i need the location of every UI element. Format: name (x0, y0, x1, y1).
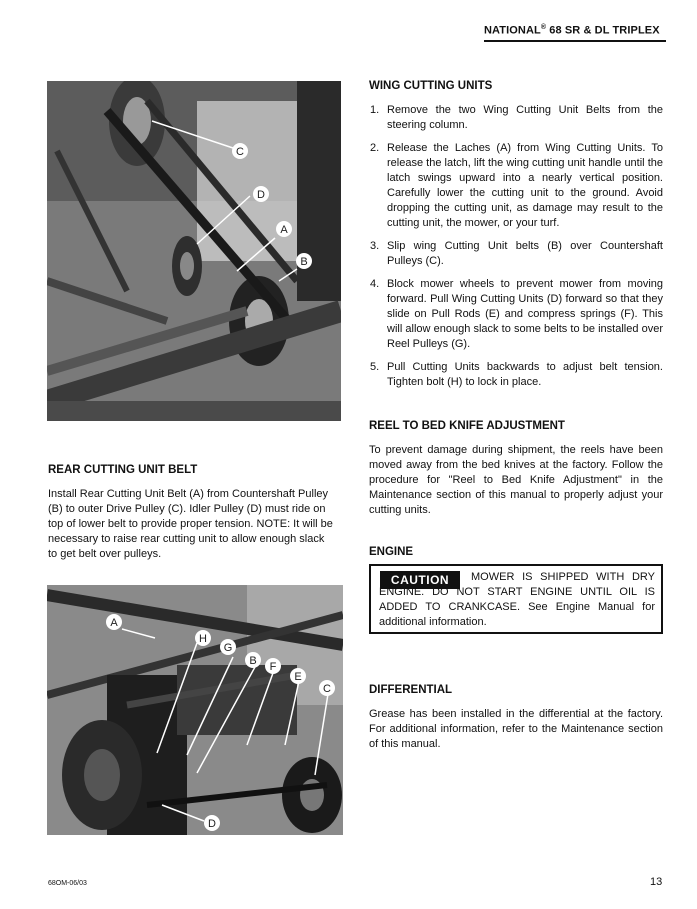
svg-text:H: H (199, 633, 207, 645)
svg-text:C: C (323, 683, 331, 695)
engine-heading: ENGINE (369, 546, 414, 558)
callout-g (220, 639, 236, 655)
header-rule (484, 40, 666, 42)
rear-belt-line: Install Rear Cutting Unit Belt (A) from Countershaft Pulley (48, 488, 329, 500)
brand-name: NATIONAL (484, 24, 541, 37)
reel-text: To prevent damage during shipment, the reels have been moved away from the bed knives at the factory. Follow the procedure for "Reel to Bed Knife Adjustment" in the Maintenance section of this manual to properly adjust your cutting units. (369, 444, 663, 516)
svg-text:A: A (110, 617, 118, 629)
rear-belt-heading: REAR CUTTING UNIT BELT (48, 464, 198, 476)
rear-belt-line: (B) to outer Drive Pulley (C). Idler Pulley (D) must ride on (48, 503, 326, 515)
svg-text:D: D (257, 189, 265, 201)
list-item: 2. Release the Laches (A) from Wing Cutting Units. To release the latch, lift the wing cutting unit handle until the latch swings upward into a nearly vertical position. Carefully lower the cutting unit to the ground. Avoid dropping the cutting unit, as damage may result to the cutting unit, the mower, or your turf. (370, 142, 663, 229)
svg-text:C: C (236, 146, 244, 158)
callout-c (232, 143, 248, 159)
svg-text:D: D (208, 818, 216, 830)
rear-belt-line: to get belt over pulleys. (48, 548, 162, 560)
list-item: 4. Block mower wheels to prevent mower from moving forward. Pull Wing Cutting Units (D) forward so that they slide on Pull Rods (E) and compress springs (F). This will allow enough slack to some belts to be installed over Reel Pulleys (G). (370, 278, 663, 350)
wing-steps-list (370, 103, 663, 398)
model-name: 68 SR & DL TRIPLEX (546, 24, 660, 37)
svg-text:F: F (269, 661, 277, 673)
svg-text:G: G (223, 642, 233, 654)
differential-text: Grease has been installed in the differential at the factory. For additional information, refer to the Maintenance section of this manual. (369, 708, 663, 750)
wing-heading: WING CUTTING UNITS (369, 80, 493, 92)
caution-badge: CAUTION (380, 571, 460, 589)
callout-h (195, 630, 211, 646)
callout-d (253, 186, 269, 202)
callout-d (204, 815, 220, 831)
rear-belt-line: top of lower belt to provide proper tension. NOTE: It will be (48, 518, 333, 530)
callout-b (245, 652, 261, 668)
page-header (484, 24, 666, 37)
reel-heading: REEL TO BED KNIFE ADJUSTMENT (369, 420, 565, 432)
differential-heading: DIFFERENTIAL (369, 684, 453, 696)
registered-mark: ® (540, 24, 547, 31)
doc-code: 68OM-06/03 (48, 880, 87, 887)
page-number: 13 (650, 876, 663, 888)
svg-text:B: B (249, 655, 257, 667)
figure-wing-belts-photo (47, 81, 341, 421)
callout-f (265, 658, 281, 674)
rear-belt-text (48, 487, 348, 562)
svg-text:B: B (300, 256, 308, 268)
callout-e (290, 668, 306, 684)
caution-box (369, 564, 663, 634)
list-item: 1. Remove the two Wing Cutting Unit Belts from the steering column. (370, 104, 663, 131)
callout-a (276, 221, 292, 237)
figure-rear-belt-photo (47, 585, 343, 835)
callout-b (296, 253, 312, 269)
svg-text:A: A (280, 224, 288, 236)
caution-text: MOWER IS SHIPPED WITH DRY ENGINE. DO NOT START ENGINE UNTIL OIL IS ADDED TO CRANKCASE. See Engine Manual for additional information. (379, 571, 655, 628)
svg-text:E: E (294, 671, 302, 683)
callout-a (106, 614, 122, 630)
rear-belt-line: necessary to raise rear cutting unit to allow enough slack (48, 533, 325, 545)
callout-c (319, 680, 335, 696)
list-item: 3. Slip wing Cutting Unit belts (B) over Countershaft Pulleys (C). (370, 240, 663, 267)
list-item: 5. Pull Cutting Units backwards to adjust belt tension. Tighten bolt (H) to lock in place. (370, 361, 663, 388)
